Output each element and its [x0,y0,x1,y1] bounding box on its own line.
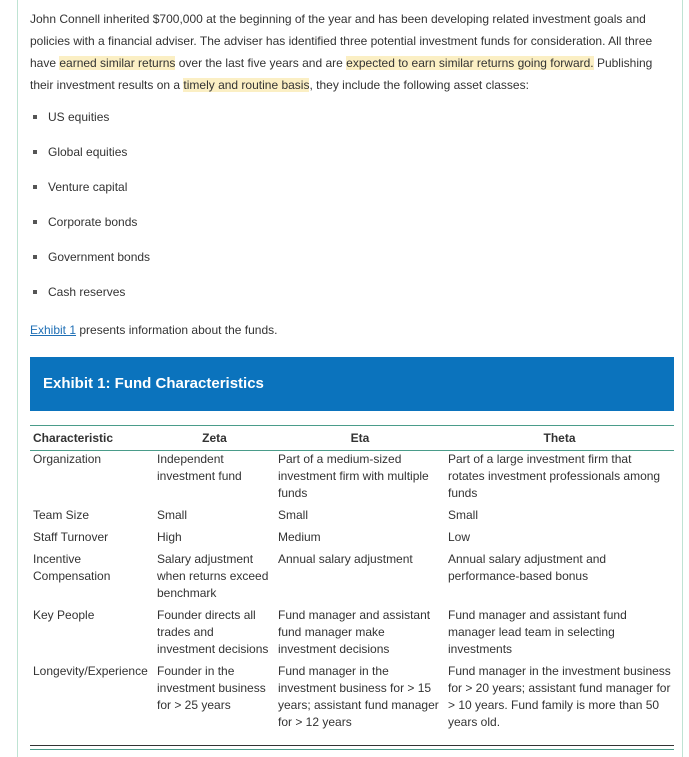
table-cell: Incentive Compensation [33,552,111,583]
exhibit-1-link[interactable]: Exhibit 1 [30,323,77,337]
table-cell: Fund manager in the investment business for > 15 years; assistant fund manager for > 12 years [278,664,439,729]
highlight-similar-returns[interactable]: earned similar returns [59,56,176,70]
bullet-icon [33,220,37,224]
highlight-expected-returns[interactable]: expected to earn similar returns going forward. [346,56,594,70]
column-header: Characteristic [30,426,154,451]
table-cell: Medium [278,530,321,544]
table-header-row [30,426,674,451]
table-cell: Fund manager in the investment business for > 20 years; assistant fund manager for > 10 years. Fund family is more than 50 years old. [448,664,671,729]
column-header: Eta [275,426,445,451]
table-cell: Part of a large investment firm that rotates investment professionals among funds [448,452,661,500]
intro-text-4: , they include the following asset classes: [309,78,529,92]
table-cell: Salary adjustment when returns exceed benchmark [157,552,269,600]
list-item-label: Corporate bonds [48,215,138,229]
list-item [30,144,660,179]
exhibit-reference [30,321,660,339]
list-item-label: US equities [48,110,110,124]
bullet-icon [33,185,37,189]
table-cell: High [157,530,182,544]
intro-text-1: John Connell inherited $700,000 at the beginning of the year and has been developing related investment goals and policies with a financial adviser. The adviser has identified three potential investment funds for consideration. All three have [30,12,653,70]
table-row [30,504,674,526]
bullet-icon [33,290,37,294]
list-item [30,249,660,284]
table-cell: Key People [33,608,95,622]
table-cell: Low [448,530,471,544]
table-row [30,660,674,733]
table-cell: Founder directs all trades and investment decisions [157,608,269,656]
table-cell: Fund manager and assistant fund manager lead team in selecting investments [448,608,627,656]
table-cell: Founder in the investment business for > 25 years [157,664,266,712]
table-row [30,451,674,505]
list-item [30,214,660,249]
case-content [30,8,660,339]
table-bottom-rule-secondary [30,749,674,750]
table-cell: Annual salary adjustment [278,552,413,566]
bullet-icon [33,150,37,154]
table-cell: Small [157,508,188,522]
highlight-timely-routine[interactable]: timely and routine basis [183,78,310,92]
table-cell: Annual salary adjustment and performance-based bonus [448,552,607,583]
table-cell: Team Size [33,508,90,522]
list-item [30,179,660,214]
table-cell: Small [278,508,309,522]
table-bottom-rule [30,745,674,746]
list-item-label: Global equities [48,145,128,159]
fund-characteristics-table [30,425,674,733]
table-row [30,526,674,548]
list-item-label: Venture capital [48,180,128,194]
table-cell: Fund manager and assistant fund manager make investment decisions [278,608,431,656]
table-cell: Part of a medium-sized investment firm with multiple funds [278,452,429,500]
bullet-icon [33,115,37,119]
list-item [30,109,660,144]
column-header: Theta [445,426,674,451]
list-item-label: Cash reserves [48,285,126,299]
intro-text-2: over the last five years and are [175,56,347,70]
table-row [30,604,674,660]
table-cell: Small [448,508,479,522]
fund-characteristics-table-wrap [30,425,674,733]
table-cell: Staff Turnover [33,530,109,544]
exhibit-title-banner: Exhibit 1: Fund Characteristics [30,357,674,411]
table-row [30,548,674,604]
intro-paragraph [30,8,660,96]
asset-class-list [30,109,660,319]
intro-text-3: Publishing their investment results on a [30,56,653,92]
bullet-icon [33,255,37,259]
list-item [30,284,660,319]
table-cell: Longevity/Experience [33,664,148,678]
table-cell: Independent investment fund [157,452,242,483]
list-item-label: Government bonds [48,250,151,264]
column-header: Zeta [154,426,275,451]
exhibit-reference-text: presents information about the funds. [76,323,278,337]
table-cell: Organization [33,452,102,466]
